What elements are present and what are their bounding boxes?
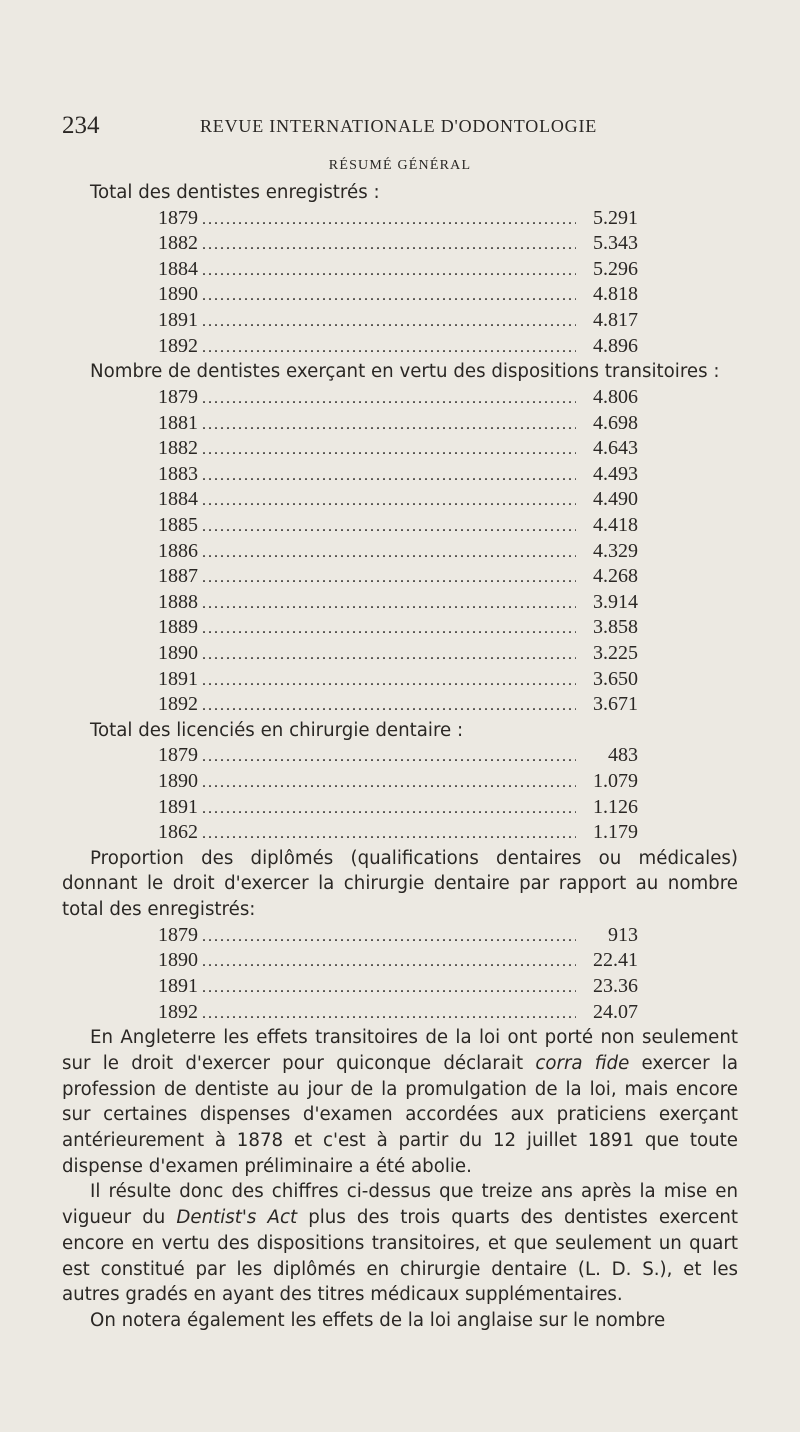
dentists-act-title: Dentist's Act <box>176 1207 298 1229</box>
count-value: 4.493 <box>593 462 638 485</box>
count-value: 3.858 <box>593 616 638 639</box>
dot-leader <box>202 258 576 284</box>
table-row <box>158 487 638 513</box>
year-label: 1884 <box>158 257 198 280</box>
table-row <box>158 308 638 334</box>
dot-leader <box>202 309 576 335</box>
count-value: 3.225 <box>593 641 638 664</box>
count-value: 3.650 <box>593 667 638 690</box>
dot-leader <box>202 207 576 233</box>
table-row <box>158 590 638 616</box>
year-label: 1890 <box>158 283 198 306</box>
count-value: 1.179 <box>593 821 638 844</box>
dot-leader <box>202 693 576 719</box>
year-label: 1881 <box>158 411 198 434</box>
count-value: 913 <box>608 923 638 946</box>
count-value: 4.806 <box>593 385 638 408</box>
table-row <box>158 231 638 257</box>
year-label: 1862 <box>158 821 198 844</box>
table-row <box>158 513 638 539</box>
year-label: 1891 <box>158 309 198 332</box>
year-label: 1892 <box>158 334 198 357</box>
dot-leader <box>202 975 576 1001</box>
count-value: 4.490 <box>593 488 638 511</box>
count-value: 22.41 <box>593 949 638 972</box>
count-value: 4.268 <box>593 565 638 588</box>
paragraph-resulte-part-a: Il résulte donc des chiffres ci-dessus que treize ans après la mise en vigueur du <box>62 1181 738 1229</box>
dot-leader <box>202 386 576 412</box>
year-label: 1890 <box>158 769 198 792</box>
table-row <box>158 769 638 795</box>
year-label: 1879 <box>158 385 198 408</box>
count-value: 5.343 <box>593 232 638 255</box>
table-row <box>158 462 638 488</box>
dot-leader <box>202 335 576 361</box>
dot-leader <box>202 796 576 822</box>
year-label: 1882 <box>158 437 198 460</box>
paragraph-angleterre <box>62 1025 738 1179</box>
dot-leader <box>202 463 576 489</box>
dot-leader <box>202 642 576 668</box>
year-label: 1892 <box>158 693 198 716</box>
count-value: 4.698 <box>593 411 638 434</box>
licensed-heading: Total des licenciés en chirurgie dentaire : <box>90 719 464 741</box>
table-row <box>158 974 638 1000</box>
dot-leader <box>202 283 576 309</box>
count-value: 1.079 <box>593 769 638 792</box>
page-number: 234 <box>62 112 100 139</box>
dot-leader <box>202 437 576 463</box>
count-value: 4.818 <box>593 283 638 306</box>
dot-leader <box>202 744 576 770</box>
count-value: 4.817 <box>593 309 638 332</box>
page-header <box>62 112 738 142</box>
dot-leader <box>202 949 576 975</box>
year-label: 1892 <box>158 1000 198 1023</box>
total-list <box>62 206 638 360</box>
dot-leader <box>202 488 576 514</box>
year-label: 1879 <box>158 206 198 229</box>
count-value: 5.296 <box>593 257 638 280</box>
paragraph-angleterre-part-a: En Angleterre les effets transitoires de la loi ont porté non seulement sur le droit d'exercer pour quiconque déclarait <box>62 1027 738 1074</box>
count-value: 3.671 <box>593 693 638 716</box>
year-label: 1891 <box>158 795 198 818</box>
table-row <box>158 795 638 821</box>
total-heading: Total des dentistes enregistrés : <box>90 182 380 203</box>
count-value: 483 <box>608 744 638 767</box>
year-label: 1883 <box>158 462 198 485</box>
count-value: 4.329 <box>593 539 638 562</box>
year-label: 1889 <box>158 616 198 639</box>
dot-leader <box>202 232 576 258</box>
table-row <box>158 948 638 974</box>
table-row <box>158 334 638 360</box>
dot-leader <box>202 924 576 950</box>
year-label: 1884 <box>158 488 198 511</box>
count-value: 23.36 <box>593 975 638 998</box>
proportion-list <box>62 923 638 1025</box>
dot-leader <box>202 540 576 566</box>
dot-leader <box>202 616 576 642</box>
dot-leader <box>202 821 576 847</box>
body-text <box>62 180 738 1334</box>
count-value: 4.643 <box>593 437 638 460</box>
table-row <box>158 282 638 308</box>
table-row <box>158 667 638 693</box>
latin-phrase: corra fide <box>535 1052 630 1074</box>
count-value: 4.418 <box>593 513 638 536</box>
dot-leader <box>202 668 576 694</box>
dot-leader <box>202 770 576 796</box>
year-label: 1890 <box>158 641 198 664</box>
running-title: REVUE INTERNATIONALE D'ODONTOLOGIE <box>200 116 598 136</box>
paragraph-resulte-part-b: plus des trois quarts des dentistes exercent encore en vertu des dispositions transitoires, et que seulement un quart est constitué par les diplômés en chirurgie dentaire (L. D. S.), et les autres gradés en ayant des titres médicaux supplémentaires. <box>62 1207 739 1306</box>
table-row <box>158 641 638 667</box>
year-label: 1885 <box>158 513 198 536</box>
year-label: 1890 <box>158 949 198 972</box>
table-row <box>158 385 638 411</box>
dot-leader <box>202 591 576 617</box>
count-value: 5.291 <box>593 206 638 229</box>
table-row <box>158 411 638 437</box>
year-label: 1891 <box>158 667 198 690</box>
year-label: 1888 <box>158 590 198 613</box>
proportion-heading: Proportion des diplômés (qualifications dentaires ou médicales) donnant le droit d'exercer la chirurgie dentaire par rapport au nombre total des enregistrés: <box>62 847 738 921</box>
year-label: 1882 <box>158 232 198 255</box>
table-row <box>158 820 638 846</box>
table-row <box>158 615 638 641</box>
dot-leader <box>202 1001 576 1027</box>
section-title: RÉSUMÉ GÉNÉRAL <box>328 158 472 173</box>
dot-leader <box>202 412 576 438</box>
paragraph-notera: On notera également les effets de la loi anglaise sur le nombre <box>90 1309 666 1331</box>
dot-leader <box>202 565 576 591</box>
year-label: 1891 <box>158 975 198 998</box>
count-value: 3.914 <box>593 590 638 613</box>
table-row <box>158 436 638 462</box>
transitional-heading: Nombre de dentistes exerçant en vertu des dispositions transitoires : <box>90 361 720 383</box>
table-row <box>158 564 638 590</box>
table-row <box>158 1000 638 1026</box>
count-value: 4.896 <box>593 334 638 357</box>
table-row <box>158 257 638 283</box>
count-value: 24.07 <box>593 1000 638 1023</box>
transitional-list <box>62 385 638 718</box>
count-value: 1.126 <box>593 795 638 818</box>
paragraph-resulte <box>62 1179 738 1308</box>
paragraph-angleterre-part-b: exercer la profession de dentiste au jour de la promulgation de la loi, mais encore sur certaines dispenses d'examen accordées aux praticiens exerçant antérieurement à 1878 et c'est à partir du 12 juillet 1891 que toute dispense d'examen préliminaire a été abolie. <box>62 1052 738 1177</box>
table-row <box>158 692 638 718</box>
licensed-list <box>62 743 638 845</box>
table-row <box>158 743 638 769</box>
table-row <box>158 206 638 232</box>
year-label: 1879 <box>158 744 198 767</box>
table-row <box>158 539 638 565</box>
table-row <box>158 923 638 949</box>
dot-leader <box>202 514 576 540</box>
year-label: 1879 <box>158 923 198 946</box>
year-label: 1887 <box>158 565 198 588</box>
year-label: 1886 <box>158 539 198 562</box>
